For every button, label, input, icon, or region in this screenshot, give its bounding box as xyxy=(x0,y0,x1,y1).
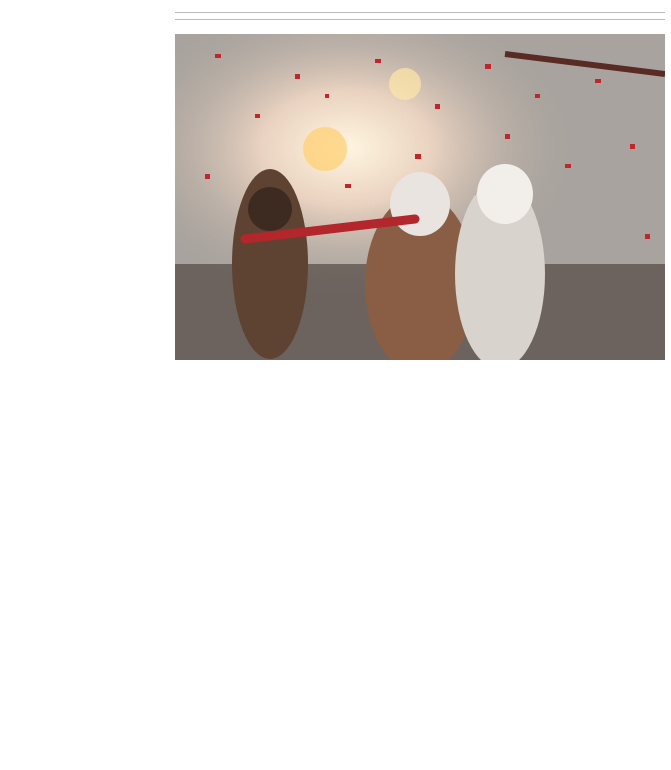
divider xyxy=(175,19,665,20)
blogs-header xyxy=(8,18,164,32)
post-photo xyxy=(175,34,665,360)
sidebar-nav xyxy=(8,14,164,32)
main-content xyxy=(175,10,665,372)
festival-photo-image xyxy=(175,34,665,360)
divider xyxy=(175,12,665,13)
